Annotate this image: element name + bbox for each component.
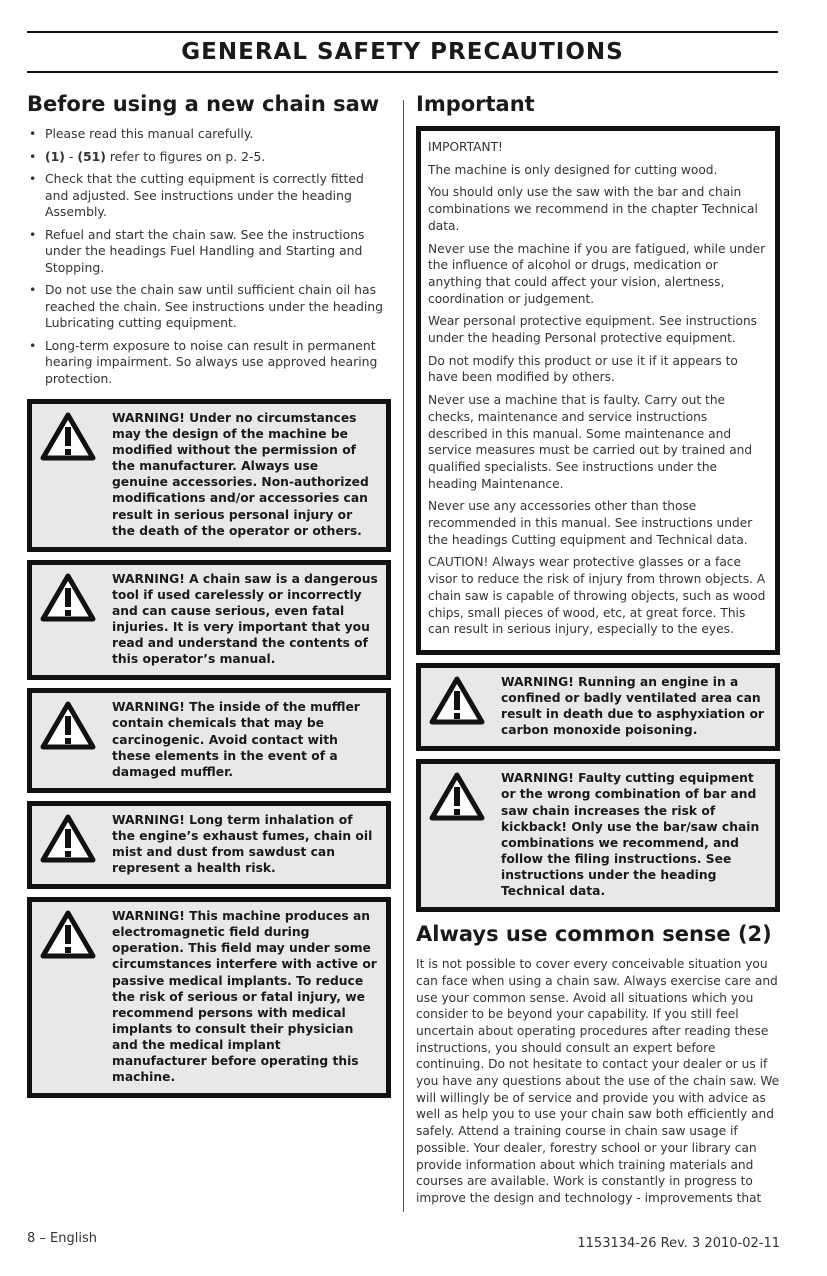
right-column bbox=[416, 92, 780, 1207]
important-line: Wear personal protective equipment. See instructions under the heading Personal protective equipment. bbox=[428, 314, 758, 346]
warning-triangle-icon bbox=[429, 674, 493, 738]
warning-text: WARNING! Under no circumstances may the design of the machine be modified without the permission of the manufacturer. Always use genuine accessories. Non-authorized modifications and/or accessories can result in serious personal injury or the death of the operator or others. bbox=[112, 411, 369, 538]
list-item: • Please read this manual carefully. bbox=[29, 126, 254, 141]
warning-text: WARNING! Running an engine in a confined or badly ventilated area can result in death due to asphyxiation or carbon monoxide poisoning. bbox=[501, 674, 764, 738]
warning-triangle-icon bbox=[40, 908, 104, 1085]
warning-box bbox=[416, 759, 780, 912]
warning-text: WARNING! Faulty cutting equipment or the wrong combination of bar and saw chain increases the risk of kickback! Only use the bar/saw chain combinations we recommend, and follow the filing instructions. See instructions under the heading Technical data. bbox=[501, 771, 760, 899]
document-id: 1153134-26 Rev. 3 2010-02-11 bbox=[577, 1236, 780, 1251]
important-line: The machine is only designed for cutting wood. bbox=[428, 162, 718, 177]
list-item: • Long-term exposure to noise can result in permanent hearing impairment. So always use approved hearing protection. bbox=[29, 337, 378, 386]
title-bar bbox=[27, 31, 778, 73]
important-line: You should only use the saw with the bar and chain combinations we recommend in the chapter Technical data. bbox=[428, 185, 758, 233]
warning-box bbox=[27, 560, 391, 681]
list-item: • (1) - (51) refer to figures on p. 2-5. bbox=[29, 148, 266, 164]
warning-triangle-icon bbox=[40, 571, 104, 668]
left-column bbox=[27, 92, 391, 1106]
warning-box bbox=[27, 897, 391, 1098]
section-heading-common-sense: Always use common sense (2) bbox=[416, 922, 772, 947]
page-number: 8 – English bbox=[27, 1231, 97, 1246]
important-line: Do not modify this product or use it if it appears to have been modified by others. bbox=[428, 353, 738, 385]
warning-text: WARNING! The inside of the muffler contain chemicals that may be carcinogenic. Avoid contact with these elements in the event of a damaged muffler. bbox=[112, 700, 360, 779]
bullet-list bbox=[27, 126, 391, 387]
warning-text: WARNING! This machine produces an electromagnetic field during operation. This field may under some circumstances interfere with active or passive medical implants. To reduce the risk of serious or fatal injury, we recommend persons with medical implants to consult their physician and the medical implant manufacturer before operating this machine. bbox=[112, 909, 377, 1085]
list-item: • Refuel and start the chain saw. See the instructions under the headings Fuel Handling and Starting and Stopping. bbox=[29, 226, 365, 275]
section-heading-before-use: Before using a new chain saw bbox=[27, 92, 380, 116]
warning-text: WARNING! Long term inhalation of the engine’s exhaust fumes, chain oil mist and dust from sawdust can represent a health risk. bbox=[112, 812, 373, 876]
important-box bbox=[416, 126, 780, 655]
important-line: Never use any accessories other than those recommended in this manual. See instructions under the headings Cutting equipment and Technical data. bbox=[428, 499, 753, 547]
warning-box bbox=[27, 399, 391, 552]
list-item: • Check that the cutting equipment is correctly fitted and adjusted. See instructions under the heading Assembly. bbox=[29, 171, 364, 219]
warning-triangle-icon bbox=[40, 699, 104, 779]
column-divider bbox=[403, 100, 404, 1212]
warning-box bbox=[27, 801, 391, 889]
section-heading-important: Important bbox=[416, 92, 535, 116]
warning-text: WARNING! A chain saw is a dangerous tool if used carelessly or incorrectly and can cause serious, even fatal injuries. It is very important that you read and understand the contents of this operator’s manual. bbox=[112, 571, 378, 667]
list-item: • Do not use the chain saw until sufficient chain oil has reached the chain. See instructions under the heading Lubricating cutting equipment. bbox=[29, 282, 383, 330]
warning-box bbox=[416, 663, 780, 751]
important-line: Never use a machine that is faulty. Carry out the checks, maintenance and service instructions described in this manual. Some maintenance and service measures must be carried out by trained and qualified specialists. See instructions under the heading Maintenance. bbox=[428, 393, 753, 491]
warning-triangle-icon bbox=[40, 410, 104, 539]
important-line: IMPORTANT! bbox=[428, 140, 503, 154]
common-sense-paragraph: It is not possible to cover every conceivable situation you can face when using a chain saw. Always exercise care and use your common sense. Avoid all situations which you consider to be beyond your capability. If you still feel uncertain about operating procedures after reading these instructions, you should consult an expert before continuing. Do not hesitate to contact your dealer or us if you have any questions about the use of the chain saw. We will willingly be of service and provide you with advice as well as help you to use your chain saw both efficiently and safely. Attend a training course in chain saw usage if possible. Your dealer, forestry school or your library can provide information about which training materials and courses are available. Work is constantly in progress to improve the design and technology - improvements that bbox=[416, 957, 780, 1205]
page-title: GENERAL SAFETY PRECAUTIONS bbox=[181, 39, 624, 65]
important-line: CAUTION! Always wear protective glasses or a face visor to reduce the risk of injury from thrown objects. A chain saw is capable of throwing objects, such as wood chips, small pieces of wood, etc, at great force. This can result in serious injury, especially to the eyes. bbox=[428, 555, 766, 637]
warning-triangle-icon bbox=[40, 812, 104, 876]
warning-box bbox=[27, 688, 391, 792]
important-line: Never use the machine if you are fatigued, while under the influence of alcohol or drugs, medication or anything that could affect your vision, alertness, coordination or judgement. bbox=[428, 241, 766, 306]
warning-triangle-icon bbox=[429, 770, 493, 899]
